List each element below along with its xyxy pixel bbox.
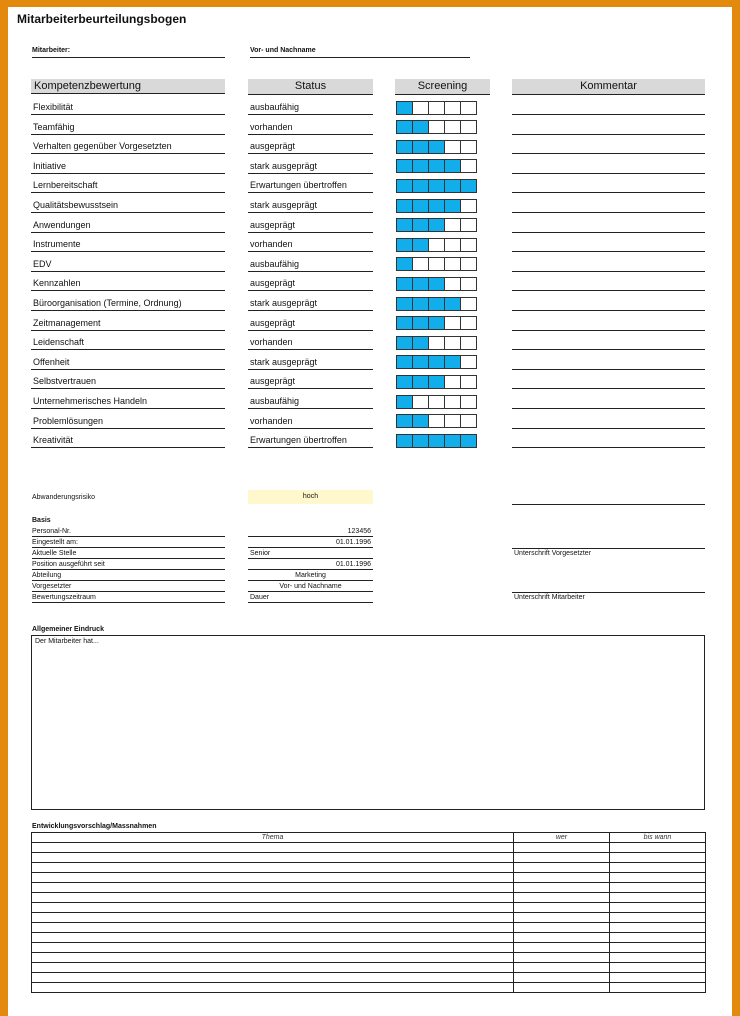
employee-signature-label: Unterschrift Mitarbeiter: [514, 594, 585, 601]
competency-comment-line[interactable]: [512, 114, 705, 115]
screening-cell: [412, 336, 429, 350]
who-cell[interactable]: [514, 983, 610, 993]
development-title: Entwicklungsvorschlag/Massnahmen: [32, 823, 157, 830]
screening-cell: [444, 336, 461, 350]
screening-cell: [460, 218, 477, 232]
deadline-cell[interactable]: [610, 973, 706, 983]
screening-cell: [428, 414, 445, 428]
competency-status[interactable]: ausgeprägt: [248, 135, 373, 154]
basis-value[interactable]: 01.01.1996: [248, 559, 373, 570]
competency-name: Leidenschaft: [31, 331, 225, 350]
deadline-cell[interactable]: [610, 883, 706, 893]
development-row: [32, 913, 706, 923]
topic-cell[interactable]: [32, 933, 514, 943]
screening-cell: [460, 277, 477, 291]
topic-cell[interactable]: [32, 843, 514, 853]
topic-cell[interactable]: [32, 983, 514, 993]
basis-title: Basis: [32, 517, 51, 524]
screening-cell: [396, 395, 413, 409]
development-table: [31, 832, 706, 993]
screening-cell: [444, 395, 461, 409]
competency-status[interactable]: vorhanden: [248, 116, 373, 135]
screening-cell: [428, 434, 445, 448]
screening-cell: [396, 101, 413, 115]
basis-value[interactable]: Senior: [248, 548, 373, 559]
screening-cell: [444, 414, 461, 428]
screening-cell: [428, 179, 445, 193]
screening-cell: [412, 375, 429, 389]
screening-cell: [444, 355, 461, 369]
competency-status[interactable]: ausgeprägt: [248, 214, 373, 233]
competency-status[interactable]: stark ausgeprägt: [248, 292, 373, 311]
deadline-cell[interactable]: [610, 863, 706, 873]
basis-label: Vorgesetzter: [32, 581, 225, 592]
topic-cell[interactable]: [32, 923, 514, 933]
screening-cell: [428, 199, 445, 213]
screening-cell: [460, 159, 477, 173]
screening-cell: [444, 101, 461, 115]
screening-bar: [396, 434, 476, 448]
development-header-row: [32, 833, 706, 843]
who-cell[interactable]: [514, 923, 610, 933]
screening-cell: [396, 375, 413, 389]
screening-bar: [396, 414, 476, 428]
development-row: [32, 883, 706, 893]
screening-cell: [428, 375, 445, 389]
competency-comment-line[interactable]: [512, 134, 705, 135]
screening-cell: [428, 101, 445, 115]
screening-cell: [460, 414, 477, 428]
competency-name: Verhalten gegenüber Vorgesetzten: [31, 135, 225, 154]
screening-bar: [396, 238, 476, 252]
competency-status[interactable]: ausgeprägt: [248, 370, 373, 389]
competency-comment-line[interactable]: [512, 349, 705, 350]
deadline-cell[interactable]: [610, 853, 706, 863]
who-cell[interactable]: [514, 893, 610, 903]
screening-cell: [444, 316, 461, 330]
screening-bar: [396, 395, 476, 409]
screening-cell: [460, 316, 477, 330]
competency-status[interactable]: ausbaufähig: [248, 96, 373, 115]
basis-value[interactable]: Dauer: [248, 592, 373, 603]
screening-cell: [428, 159, 445, 173]
screening-cell: [428, 277, 445, 291]
screening-cell: [444, 199, 461, 213]
development-row: [32, 943, 706, 953]
competency-name: Problemlösungen: [31, 410, 225, 429]
competency-status[interactable]: ausgeprägt: [248, 272, 373, 291]
screening-cell: [428, 218, 445, 232]
competency-comment-line[interactable]: [512, 232, 705, 233]
screening-cell: [460, 297, 477, 311]
screening-cell: [460, 395, 477, 409]
screening-cell: [396, 414, 413, 428]
competency-status[interactable]: stark ausgeprägt: [248, 155, 373, 174]
screening-cell: [428, 238, 445, 252]
who-cell[interactable]: [514, 903, 610, 913]
basis-label: Position ausgeführt seit: [32, 559, 225, 570]
who-cell[interactable]: [514, 963, 610, 973]
screening-cell: [428, 120, 445, 134]
screening-cell: [396, 159, 413, 173]
competency-name: Lernbereitschaft: [31, 174, 225, 193]
topic-cell[interactable]: [32, 943, 514, 953]
screening-bar: [396, 355, 476, 369]
competency-status[interactable]: Erwartungen übertroffen: [248, 174, 373, 193]
competency-comment-line[interactable]: [512, 369, 705, 370]
risk-comment-line: [512, 504, 705, 505]
competency-comment-line[interactable]: [512, 408, 705, 409]
topic-cell[interactable]: [32, 913, 514, 923]
screening-bar: [396, 179, 476, 193]
topic-cell[interactable]: [32, 953, 514, 963]
competency-comment-line[interactable]: [512, 153, 705, 154]
competency-comment-line[interactable]: [512, 251, 705, 252]
competency-status[interactable]: vorhanden: [248, 331, 373, 350]
screening-cell: [396, 355, 413, 369]
competency-comment-line[interactable]: [512, 310, 705, 311]
screening-cell: [444, 120, 461, 134]
development-row: [32, 973, 706, 983]
impression-title: Allgemeiner Eindruck: [32, 626, 104, 633]
screening-cell: [428, 316, 445, 330]
competency-status[interactable]: ausbaufähig: [248, 253, 373, 272]
competency-name: Unternehmerisches Handeln: [31, 390, 225, 409]
competency-name: EDV: [31, 253, 225, 272]
screening-cell: [460, 434, 477, 448]
screening-cell: [444, 179, 461, 193]
who-cell[interactable]: [514, 953, 610, 963]
topic-column-header: Thema: [32, 833, 514, 843]
competency-status[interactable]: ausgeprägt: [248, 312, 373, 331]
screening-cell: [428, 336, 445, 350]
evaluation-sheet: [8, 7, 732, 1016]
screening-cell: [396, 218, 413, 232]
screening-cell: [396, 316, 413, 330]
competency-name: Offenheit: [31, 351, 225, 370]
deadline-cell[interactable]: [610, 943, 706, 953]
screening-cell: [444, 257, 461, 271]
screening-cell: [428, 355, 445, 369]
competency-name: Teamfähig: [31, 116, 225, 135]
risk-value[interactable]: hoch: [248, 490, 373, 504]
competency-name: Instrumente: [31, 233, 225, 252]
who-cell[interactable]: [514, 913, 610, 923]
deadline-column-header: bis wann: [610, 833, 706, 843]
screening-cell: [412, 199, 429, 213]
deadline-cell[interactable]: [610, 983, 706, 993]
screening-cell: [444, 297, 461, 311]
competency-status[interactable]: ausbaufähig: [248, 390, 373, 409]
screening-bar: [396, 316, 476, 330]
competency-comment-line[interactable]: [512, 290, 705, 291]
competency-name: Kreativität: [31, 429, 225, 448]
deadline-cell[interactable]: [610, 953, 706, 963]
screening-cell: [444, 277, 461, 291]
screening-bar: [396, 101, 476, 115]
competency-status[interactable]: stark ausgeprägt: [248, 351, 373, 370]
impression-textarea[interactable]: Der Mitarbeiter hat...: [31, 635, 705, 810]
screening-cell: [460, 101, 477, 115]
competency-comment-line[interactable]: [512, 271, 705, 272]
employee-sign-line[interactable]: [512, 583, 705, 593]
competency-name: Selbstvertrauen: [31, 370, 225, 389]
screening-cell: [444, 159, 461, 173]
topic-cell[interactable]: [32, 963, 514, 973]
competency-name: Flexibilität: [31, 96, 225, 115]
screening-cell: [460, 179, 477, 193]
basis-label: Aktuelle Stelle: [32, 548, 225, 559]
risk-label: Abwanderungsrisiko: [32, 494, 96, 501]
screening-cell: [460, 199, 477, 213]
screening-cell: [412, 316, 429, 330]
competency-name: Qualitätsbewusstsein: [31, 194, 225, 213]
basis-label: Bewertungszeitraum: [32, 592, 225, 603]
screening-cell: [428, 257, 445, 271]
screening-cell: [412, 355, 429, 369]
name-field[interactable]: Vor- und Nachname: [250, 47, 470, 58]
screening-cell: [460, 238, 477, 252]
screening-bar: [396, 218, 476, 232]
deadline-cell[interactable]: [610, 933, 706, 943]
basis-value[interactable]: Vor- und Nachname: [248, 581, 373, 592]
screening-cell: [444, 434, 461, 448]
screening-cell: [396, 277, 413, 291]
basis-label: Eingestellt am:: [32, 537, 225, 548]
who-cell[interactable]: [514, 863, 610, 873]
competency-comment-line[interactable]: [512, 212, 705, 213]
topic-cell[interactable]: [32, 873, 514, 883]
competency-name: Kennzahlen: [31, 272, 225, 291]
who-cell[interactable]: [514, 873, 610, 883]
who-cell[interactable]: [514, 933, 610, 943]
deadline-cell[interactable]: [610, 903, 706, 913]
screening-cell: [460, 355, 477, 369]
screening-bar: [396, 199, 476, 213]
development-row: [32, 863, 706, 873]
competency-comment-line[interactable]: [512, 428, 705, 429]
topic-cell[interactable]: [32, 883, 514, 893]
screening-bar: [396, 375, 476, 389]
competence-header: Kompetenzbewertung: [31, 79, 225, 94]
basis-value[interactable]: Marketing: [248, 570, 373, 581]
competency-comment-line[interactable]: [512, 192, 705, 193]
screening-cell: [396, 140, 413, 154]
screening-cell: [444, 238, 461, 252]
screening-cell: [412, 238, 429, 252]
status-header: Status: [248, 79, 373, 95]
competency-status[interactable]: vorhanden: [248, 233, 373, 252]
topic-cell[interactable]: [32, 973, 514, 983]
development-row: [32, 953, 706, 963]
screening-cell: [428, 140, 445, 154]
screening-cell: [460, 336, 477, 350]
page-title: Mitarbeiterbeurteilungsbogen: [17, 12, 187, 26]
basis-label: Abteilung: [32, 570, 225, 581]
supervisor-sign-top: [512, 537, 705, 549]
competency-status[interactable]: Erwartungen übertroffen: [248, 429, 373, 448]
competency-name: Büroorganisation (Termine, Ordnung): [31, 292, 225, 311]
screening-cell: [396, 336, 413, 350]
who-cell[interactable]: [514, 853, 610, 863]
competency-status[interactable]: stark ausgeprägt: [248, 194, 373, 213]
competency-name: Anwendungen: [31, 214, 225, 233]
development-row: [32, 923, 706, 933]
competency-name: Zeitmanagement: [31, 312, 225, 331]
development-row: [32, 983, 706, 993]
screening-cell: [444, 218, 461, 232]
screening-cell: [396, 199, 413, 213]
comment-header: Kommentar: [512, 79, 705, 95]
basis-value[interactable]: 123456: [248, 526, 373, 537]
development-row: [32, 843, 706, 853]
screening-bar: [396, 159, 476, 173]
screening-bar: [396, 336, 476, 350]
development-row: [32, 853, 706, 863]
screening-cell: [412, 159, 429, 173]
screening-cell: [428, 395, 445, 409]
screening-cell: [444, 140, 461, 154]
screening-cell: [460, 120, 477, 134]
screening-bar: [396, 277, 476, 291]
screening-cell: [444, 375, 461, 389]
screening-cell: [396, 179, 413, 193]
deadline-cell[interactable]: [610, 963, 706, 973]
competency-comment-line[interactable]: [512, 173, 705, 174]
screening-cell: [412, 395, 429, 409]
competency-name: Initiative: [31, 155, 225, 174]
deadline-cell[interactable]: [610, 893, 706, 903]
topic-cell[interactable]: [32, 903, 514, 913]
topic-cell[interactable]: [32, 893, 514, 903]
development-row: [32, 893, 706, 903]
screening-cell: [396, 238, 413, 252]
screening-cell: [460, 140, 477, 154]
screening-cell: [460, 257, 477, 271]
supervisor-signature-label: Unterschrift Vorgesetzter: [514, 550, 592, 557]
competency-comment-line[interactable]: [512, 330, 705, 331]
competency-status[interactable]: vorhanden: [248, 410, 373, 429]
screening-cell: [460, 375, 477, 389]
deadline-cell[interactable]: [610, 843, 706, 853]
screening-cell: [412, 179, 429, 193]
competency-comment-line[interactable]: [512, 447, 705, 448]
topic-cell[interactable]: [32, 863, 514, 873]
deadline-cell[interactable]: [610, 913, 706, 923]
screening-cell: [396, 120, 413, 134]
basis-label: Personal-Nr.: [32, 526, 225, 537]
screening-bar: [396, 120, 476, 134]
screening-cell: [412, 120, 429, 134]
deadline-cell[interactable]: [610, 923, 706, 933]
who-column-header: wer: [514, 833, 610, 843]
who-cell[interactable]: [514, 883, 610, 893]
screening-cell: [412, 297, 429, 311]
screening-bar: [396, 297, 476, 311]
screening-cell: [412, 101, 429, 115]
development-row: [32, 903, 706, 913]
screening-cell: [412, 434, 429, 448]
screening-cell: [412, 218, 429, 232]
who-cell[interactable]: [514, 943, 610, 953]
development-row: [32, 873, 706, 883]
screening-cell: [428, 297, 445, 311]
screening-cell: [412, 277, 429, 291]
deadline-cell[interactable]: [610, 873, 706, 883]
screening-cell: [396, 434, 413, 448]
development-row: [32, 933, 706, 943]
who-cell[interactable]: [514, 843, 610, 853]
basis-value[interactable]: 01.01.1996: [248, 537, 373, 548]
screening-bar: [396, 257, 476, 271]
screening-cell: [396, 297, 413, 311]
screening-cell: [412, 140, 429, 154]
who-cell[interactable]: [514, 973, 610, 983]
screening-bar: [396, 140, 476, 154]
screening-cell: [412, 414, 429, 428]
screening-header: Screening: [395, 79, 490, 95]
competency-comment-line[interactable]: [512, 388, 705, 389]
development-row: [32, 963, 706, 973]
employee-label: Mitarbeiter:: [32, 47, 225, 58]
screening-cell: [412, 257, 429, 271]
topic-cell[interactable]: [32, 853, 514, 863]
screening-cell: [396, 257, 413, 271]
